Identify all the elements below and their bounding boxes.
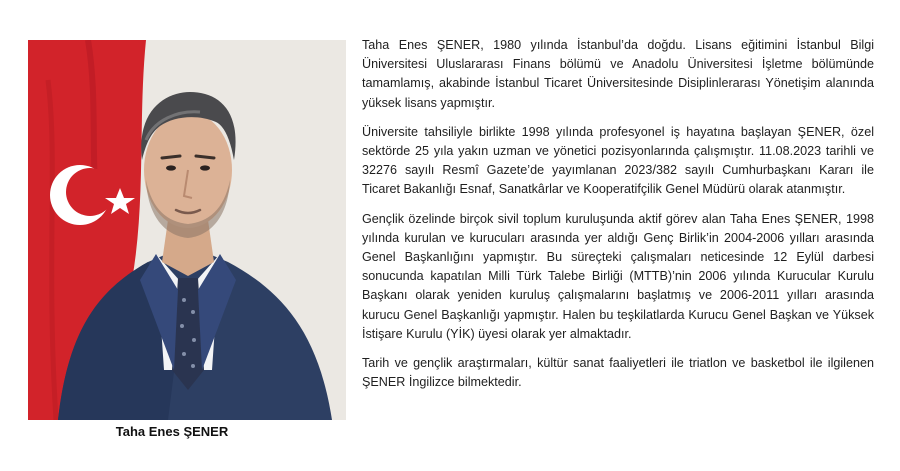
bio-paragraph: Taha Enes ŞENER, 1980 yılında İstanbul’da doğdu. Lisans eğitimini İstanbul Bilgi Üniversitesi Uluslararası Finans bölümü ve Anadolu Üniversitesi İşletme bölümünde tamamlamış, akabinde İstanbul Ticaret Üniversitesinde Disiplinlerarası Yönetişim alanında yüksek lisans yapmıştır. [362,38,874,110]
bio-paragraph: Gençlik özelinde birçok sivil toplum kuruluşunda aktif görev alan Taha Enes ŞENER, 1998 yılında kurulan ve kurucuları arasında yer aldığı Genç Birlik’in 2004-2006 yılları arasında Genel Başkanlığını yapmıştır. Bu süreçteki çalışmaları neticesinde 12 Eylül darbesi sonucunda kapatılan Milli Türk Talebe Birliği (MTTB)’nin 2006 yılında Kurucular Kurulu Başkanı olarak yeniden kuruluş çalışmalarını başlatmış ve 2006-2011 yılları arasında kurucu Genel Başkanlığı yapmıştır. Halen bu teşkilatlarda Kurucu Genel Başkan ve Yüksek İstişare Kurulu (YİK) üyesi olarak yer almaktadır. [362,211,874,341]
biography-text [362,36,874,402]
bio-paragraph: Tarih ve gençlik araştırmaları, kültür sanat faaliyetleri ile triatlon ve basketbol ile ilgilenen ŞENER İngilizce bilmektedir. [362,356,874,390]
bio-paragraph: Üniversite tahsiliyle birlikte 1998 yılında profesyonel iş hayatına başlayan ŞENER, özel sektörde 25 yıla yakın uzman ve yönetici pozisyonlarında çalışmıştır. 11.08.2023 tarihli ve 32276 sayılı Resmî Gazete’de yayımlanan 2023/382 sayılı Cumhurbaşkanı Kararı ile Ticaret Bakanlığı Esnaf, Sanatkârlar ve Kooperatifçilik Genel Müdürü olarak atanmıştır. [362,124,874,197]
name-caption: Taha Enes ŞENER [115,424,229,439]
portrait-illustration [28,40,346,420]
portrait-photo [28,40,346,420]
